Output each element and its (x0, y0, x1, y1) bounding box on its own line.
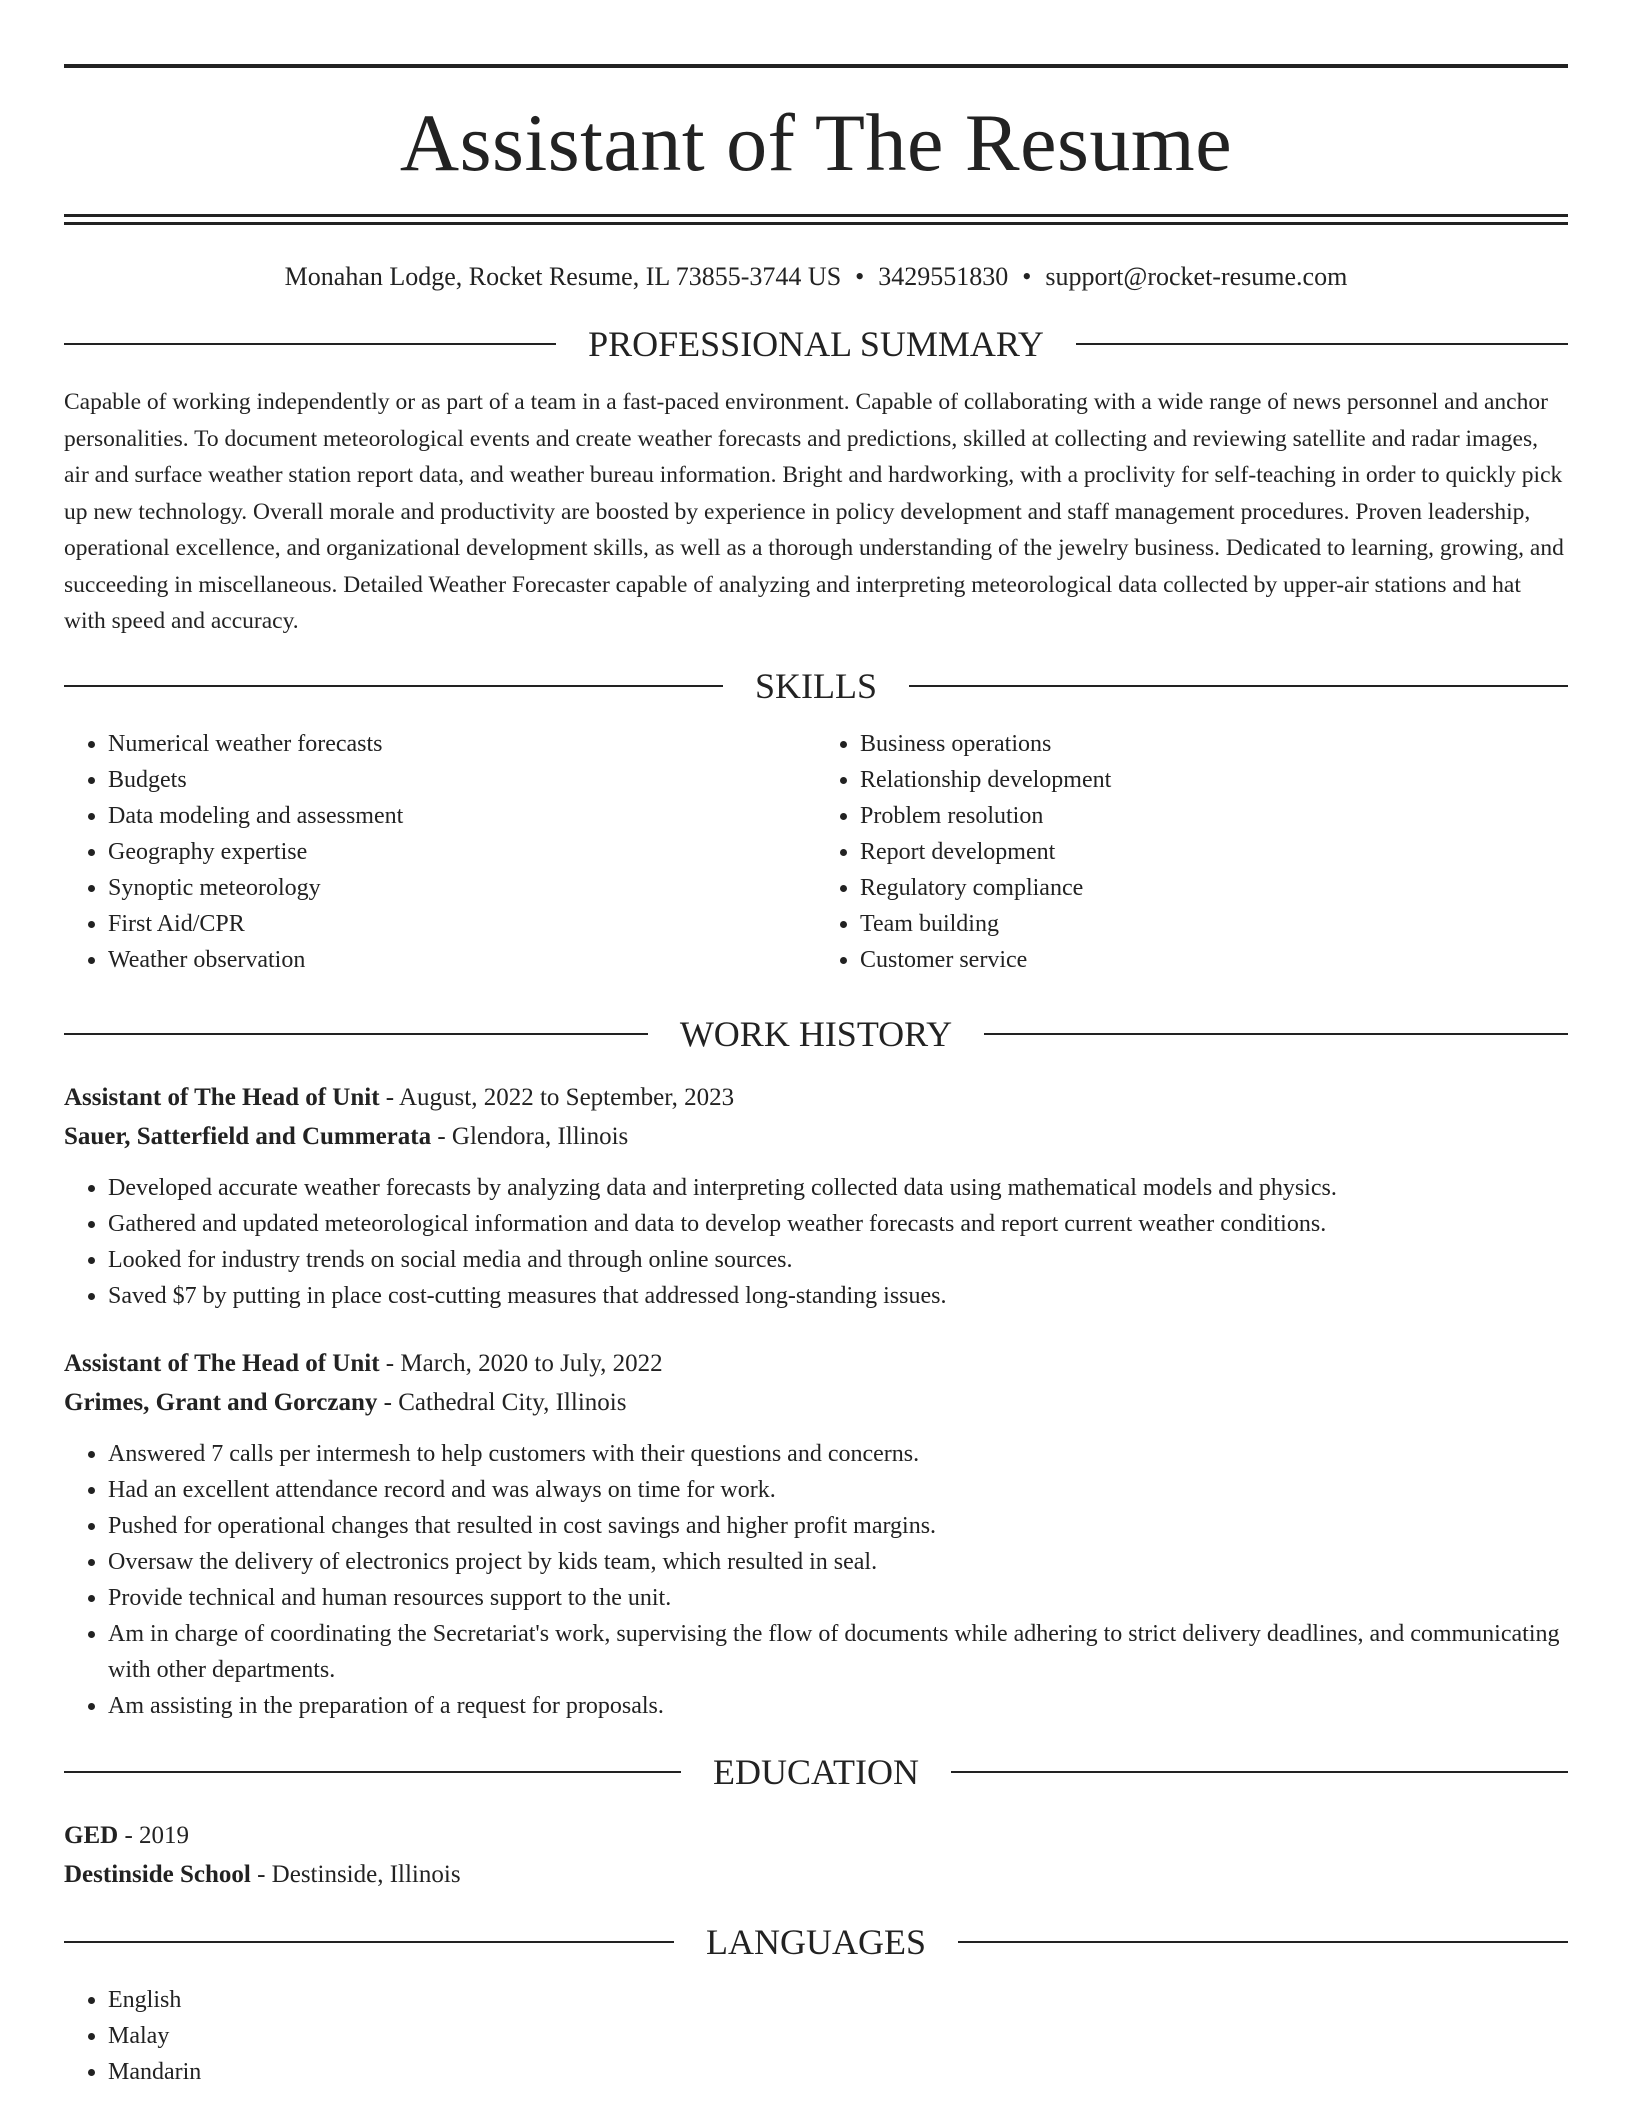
job-bullet: • Provide technical and human resources support to the unit. (108, 1580, 1568, 1616)
job-bullets (64, 1170, 1568, 1314)
skill-item: • Data modeling and assessment (108, 798, 816, 834)
skill-item: • Regulatory compliance (860, 870, 1568, 906)
skill-item: • Problem resolution (860, 798, 1568, 834)
skills-grid (64, 726, 1568, 978)
job-title-line (64, 1078, 1568, 1117)
heading-rule (64, 1941, 674, 1943)
skill-item: • Weather observation (108, 942, 816, 978)
job-bullet: • Gathered and updated meteorological information and data to develop weather forecasts and report current weather conditions. (108, 1206, 1568, 1242)
job-dates: - March, 2020 to July, 2022 (379, 1349, 663, 1377)
contact-separator: • (1022, 262, 1032, 291)
contact-separator: • (855, 262, 865, 291)
language-item: • Mandarin (108, 2054, 1568, 2090)
contact-phone: 3429551830 (878, 262, 1009, 291)
heading-rule (64, 1771, 681, 1773)
summary-heading (64, 324, 1568, 365)
heading-rule (984, 1033, 1568, 1035)
skill-item: • Business operations (860, 726, 1568, 762)
job-company-line (64, 1117, 1568, 1156)
education-school: Destinside School (64, 1860, 251, 1888)
languages-title: LANGUAGES (706, 1921, 926, 1962)
job-company: Grimes, Grant and Gorczany (64, 1388, 378, 1416)
skill-item: • Geography expertise (108, 834, 816, 870)
top-rule (64, 64, 1568, 68)
heading-rule (1076, 343, 1568, 345)
skill-item: • Team building (860, 906, 1568, 942)
skill-item: • First Aid/CPR (108, 906, 816, 942)
summary-title: PROFESSIONAL SUMMARY (588, 324, 1044, 365)
candidate-name: Assistant of The Resume (399, 97, 1233, 188)
job-location: - Glendora, Illinois (431, 1122, 629, 1150)
skills-column-right (816, 726, 1568, 978)
job-bullet: • Pushed for operational changes that resulted in cost savings and higher profit margins. (108, 1508, 1568, 1544)
job-title: Assistant of The Head of Unit (64, 1349, 380, 1377)
education-heading (64, 1751, 1568, 1792)
language-item: • English (108, 1982, 1568, 2018)
skill-item: • Relationship development (860, 762, 1568, 798)
job-bullet: • Had an excellent attendance record and was always on time for work. (108, 1472, 1568, 1508)
education-title: EDUCATION (713, 1751, 919, 1792)
skills-title: SKILLS (755, 665, 878, 706)
skill-item: • Synoptic meteorology (108, 870, 816, 906)
skill-item: • Budgets (108, 762, 816, 798)
education-year: - 2019 (118, 1821, 190, 1849)
work-entry (64, 1344, 1568, 1724)
education-location: - Destinside, Illinois (250, 1860, 461, 1888)
job-company-line (64, 1383, 1568, 1422)
work-entry (64, 1078, 1568, 1314)
skill-item: • Numerical weather forecasts (108, 726, 816, 762)
job-bullet: • Am assisting in the preparation of a request for proposals. (108, 1688, 1568, 1724)
job-bullet: • Oversaw the delivery of electronics project by kids team, which resulted in seal. (108, 1544, 1568, 1580)
heading-rule (64, 1033, 648, 1035)
skills-list-left (64, 726, 816, 978)
job-bullet: • Am in charge of coordinating the Secretariat's work, supervising the flow of documents while adhering to strict delivery deadlines, and communicating with other departments. (108, 1616, 1568, 1688)
heading-rule (64, 343, 556, 345)
work-title: WORK HISTORY (679, 1013, 953, 1054)
skills-heading (64, 665, 1568, 706)
job-bullet: • Developed accurate weather forecasts by analyzing data and interpreting collected data using mathematical models and physics. (108, 1170, 1568, 1206)
job-company: Sauer, Satterfield and Cummerata (64, 1122, 432, 1150)
job-dates: - August, 2022 to September, 2023 (379, 1083, 735, 1111)
skill-item: • Report development (860, 834, 1568, 870)
languages-heading (64, 1921, 1568, 1962)
heading-rule (958, 1941, 1568, 1943)
contact-address: Monahan Lodge, Rocket Resume, IL 73855-3744 US (284, 262, 842, 291)
job-title-line (64, 1344, 1568, 1383)
job-bullet: • Answered 7 calls per intermesh to help customers with their questions and concerns. (108, 1436, 1568, 1472)
heading-rule (64, 685, 723, 687)
job-bullet: • Looked for industry trends on social media and through online sources. (108, 1242, 1568, 1278)
contact-email: support@rocket-resume.com (1045, 262, 1348, 291)
heading-rule (909, 685, 1568, 687)
education-entry (64, 1816, 1568, 1894)
job-title: Assistant of The Head of Unit (64, 1083, 380, 1111)
double-rule (64, 214, 1568, 225)
summary-text: Capable of working independently or as part of a team in a fast-paced environment. Capable of collaborating with a wide range of news personnel and anchor personalities. To document meteorological events and create weather forecasts and predictions, skilled at collecting and reviewing satellite and radar images, air and surface weather station report data, and weather bureau information. Bright and hardworking, with a proclivity for self-teaching in order to quickly pick up new technology. Overall morale and productivity are boosted by experience in policy development and staff management procedures. Proven leadership, operational excellence, and organizational development skills, as well as a thorough understanding of the jewelry business. Dedicated to learning, growing, and succeeding in miscellaneous. Detailed Weather Forecaster capable of analyzing and interpreting meteorological data collected by upper-air stations and hat with speed and accuracy. (64, 389, 1564, 635)
skill-item: • Customer service (860, 942, 1568, 978)
heading-rule (951, 1771, 1568, 1773)
work-heading (64, 1013, 1568, 1054)
job-location: - Cathedral City, Illinois (377, 1388, 627, 1416)
education-degree-line (64, 1816, 1568, 1855)
education-school-line (64, 1855, 1568, 1894)
job-bullets (64, 1436, 1568, 1724)
education-degree: GED (64, 1821, 119, 1849)
skills-list-right (816, 726, 1568, 978)
languages-list (64, 1982, 1568, 2090)
skills-column-left (64, 726, 816, 978)
contact-line (64, 261, 1568, 292)
language-item: • Malay (108, 2018, 1568, 2054)
job-bullet: • Saved $7 by putting in place cost-cutting measures that addressed long-standing issues. (108, 1278, 1568, 1314)
